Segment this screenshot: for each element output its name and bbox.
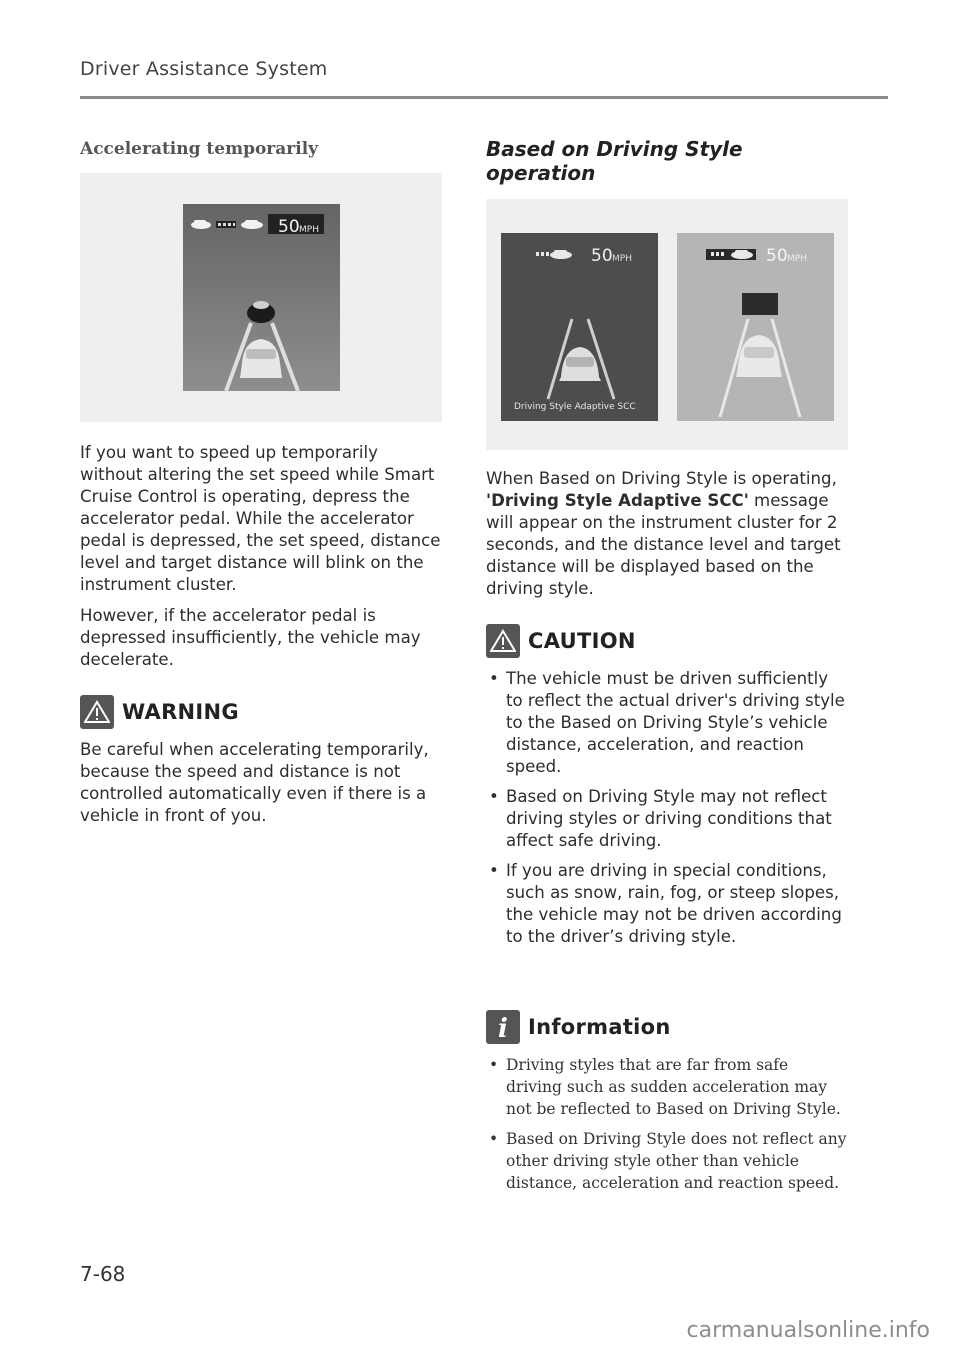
paragraph-accelerating-2: However, if the accelerator pedal is depressed insufficiently, the vehicle may decelerate. xyxy=(80,606,421,669)
driving-style-caption: Driving Style Adaptive SCC xyxy=(514,402,636,412)
information-item: • Driving styles that are far from safe driving such as sudden acceleration may not be reflected to Based on Driving Style. xyxy=(486,1054,848,1120)
information-heading xyxy=(486,1010,848,1044)
warning-triangle-icon xyxy=(80,695,114,729)
figure-accelerating xyxy=(80,173,442,422)
caution-label: CAUTION xyxy=(528,629,636,653)
cluster-panel-light xyxy=(677,233,834,421)
right-column xyxy=(486,135,848,1202)
header-title: Driver Assistance System xyxy=(80,58,328,80)
cluster-illustration-pair xyxy=(486,199,848,450)
warning-label: WARNING xyxy=(122,700,239,724)
set-speed-value: 50 xyxy=(278,217,300,237)
section-heading-driving-style: Based on Driving Style operation xyxy=(486,137,743,185)
caution-item: • Based on Driving Style may not reflect driving styles or driving conditions that affect safe driving. xyxy=(486,786,848,852)
cluster-illustration xyxy=(80,173,442,422)
svg-text:i: i xyxy=(498,1014,508,1040)
warning-text: Be careful when accelerating temporarily, because the speed and distance is not controlled automatically even if there is a vehicle in front of you. xyxy=(80,740,429,825)
speed-unit: MPH xyxy=(299,225,319,235)
figure-driving-style xyxy=(486,199,848,450)
speed-unit-left: MPH xyxy=(612,254,632,264)
info-icon xyxy=(486,1010,520,1044)
caution-list xyxy=(486,668,848,948)
watermark: carmanualsonline.info xyxy=(686,1318,930,1343)
warning-heading xyxy=(80,695,442,729)
caution-item: • The vehicle must be driven sufficiently to reflect the actual driver's driving style to the Based on Driving Style’s vehicle distance, acceleration, and reaction speed. xyxy=(486,668,848,778)
speed-unit-right: MPH xyxy=(787,254,807,264)
information-item: • Based on Driving Style does not reflect any other driving style other than vehicle distance, acceleration and reaction speed. xyxy=(486,1128,848,1194)
left-column xyxy=(80,135,442,836)
information-label: Information xyxy=(528,1015,671,1039)
paragraph-bold-message: 'Driving Style Adaptive SCC' xyxy=(486,491,749,510)
speed-value-right: 50 xyxy=(766,246,788,266)
paragraph-text-after: message will appear on the instrument cluster for 2 seconds, and the distance level and target distance will be displayed based on the driving style. xyxy=(486,491,841,598)
paragraph-text-before: When Based on Driving Style is operating, xyxy=(486,469,837,488)
paragraph-driving-style xyxy=(486,468,848,600)
speed-value-left: 50 xyxy=(591,246,613,266)
header-rule xyxy=(80,96,888,99)
section-heading-accelerating: Accelerating temporarily xyxy=(80,139,319,159)
caution-triangle-icon xyxy=(486,624,520,658)
cluster-panel-dark xyxy=(501,233,658,421)
vehicle-ahead-right-icon xyxy=(742,293,778,315)
paragraph-accelerating-1: If you want to speed up temporarily without altering the set speed while Smart Cruise Control is operating, depress the accelerator pedal. While the accelerator pedal is depressed, the set speed, distance level and target distance will blink on the instrument cluster. xyxy=(80,443,441,594)
caution-item: • If you are driving in special conditions, such as snow, rain, fog, or steep slopes, the vehicle may not be driven according to the driver’s driving style. xyxy=(486,860,848,948)
page-number: 7-68 xyxy=(80,1262,126,1286)
caution-heading xyxy=(486,624,848,658)
information-list xyxy=(486,1054,848,1194)
